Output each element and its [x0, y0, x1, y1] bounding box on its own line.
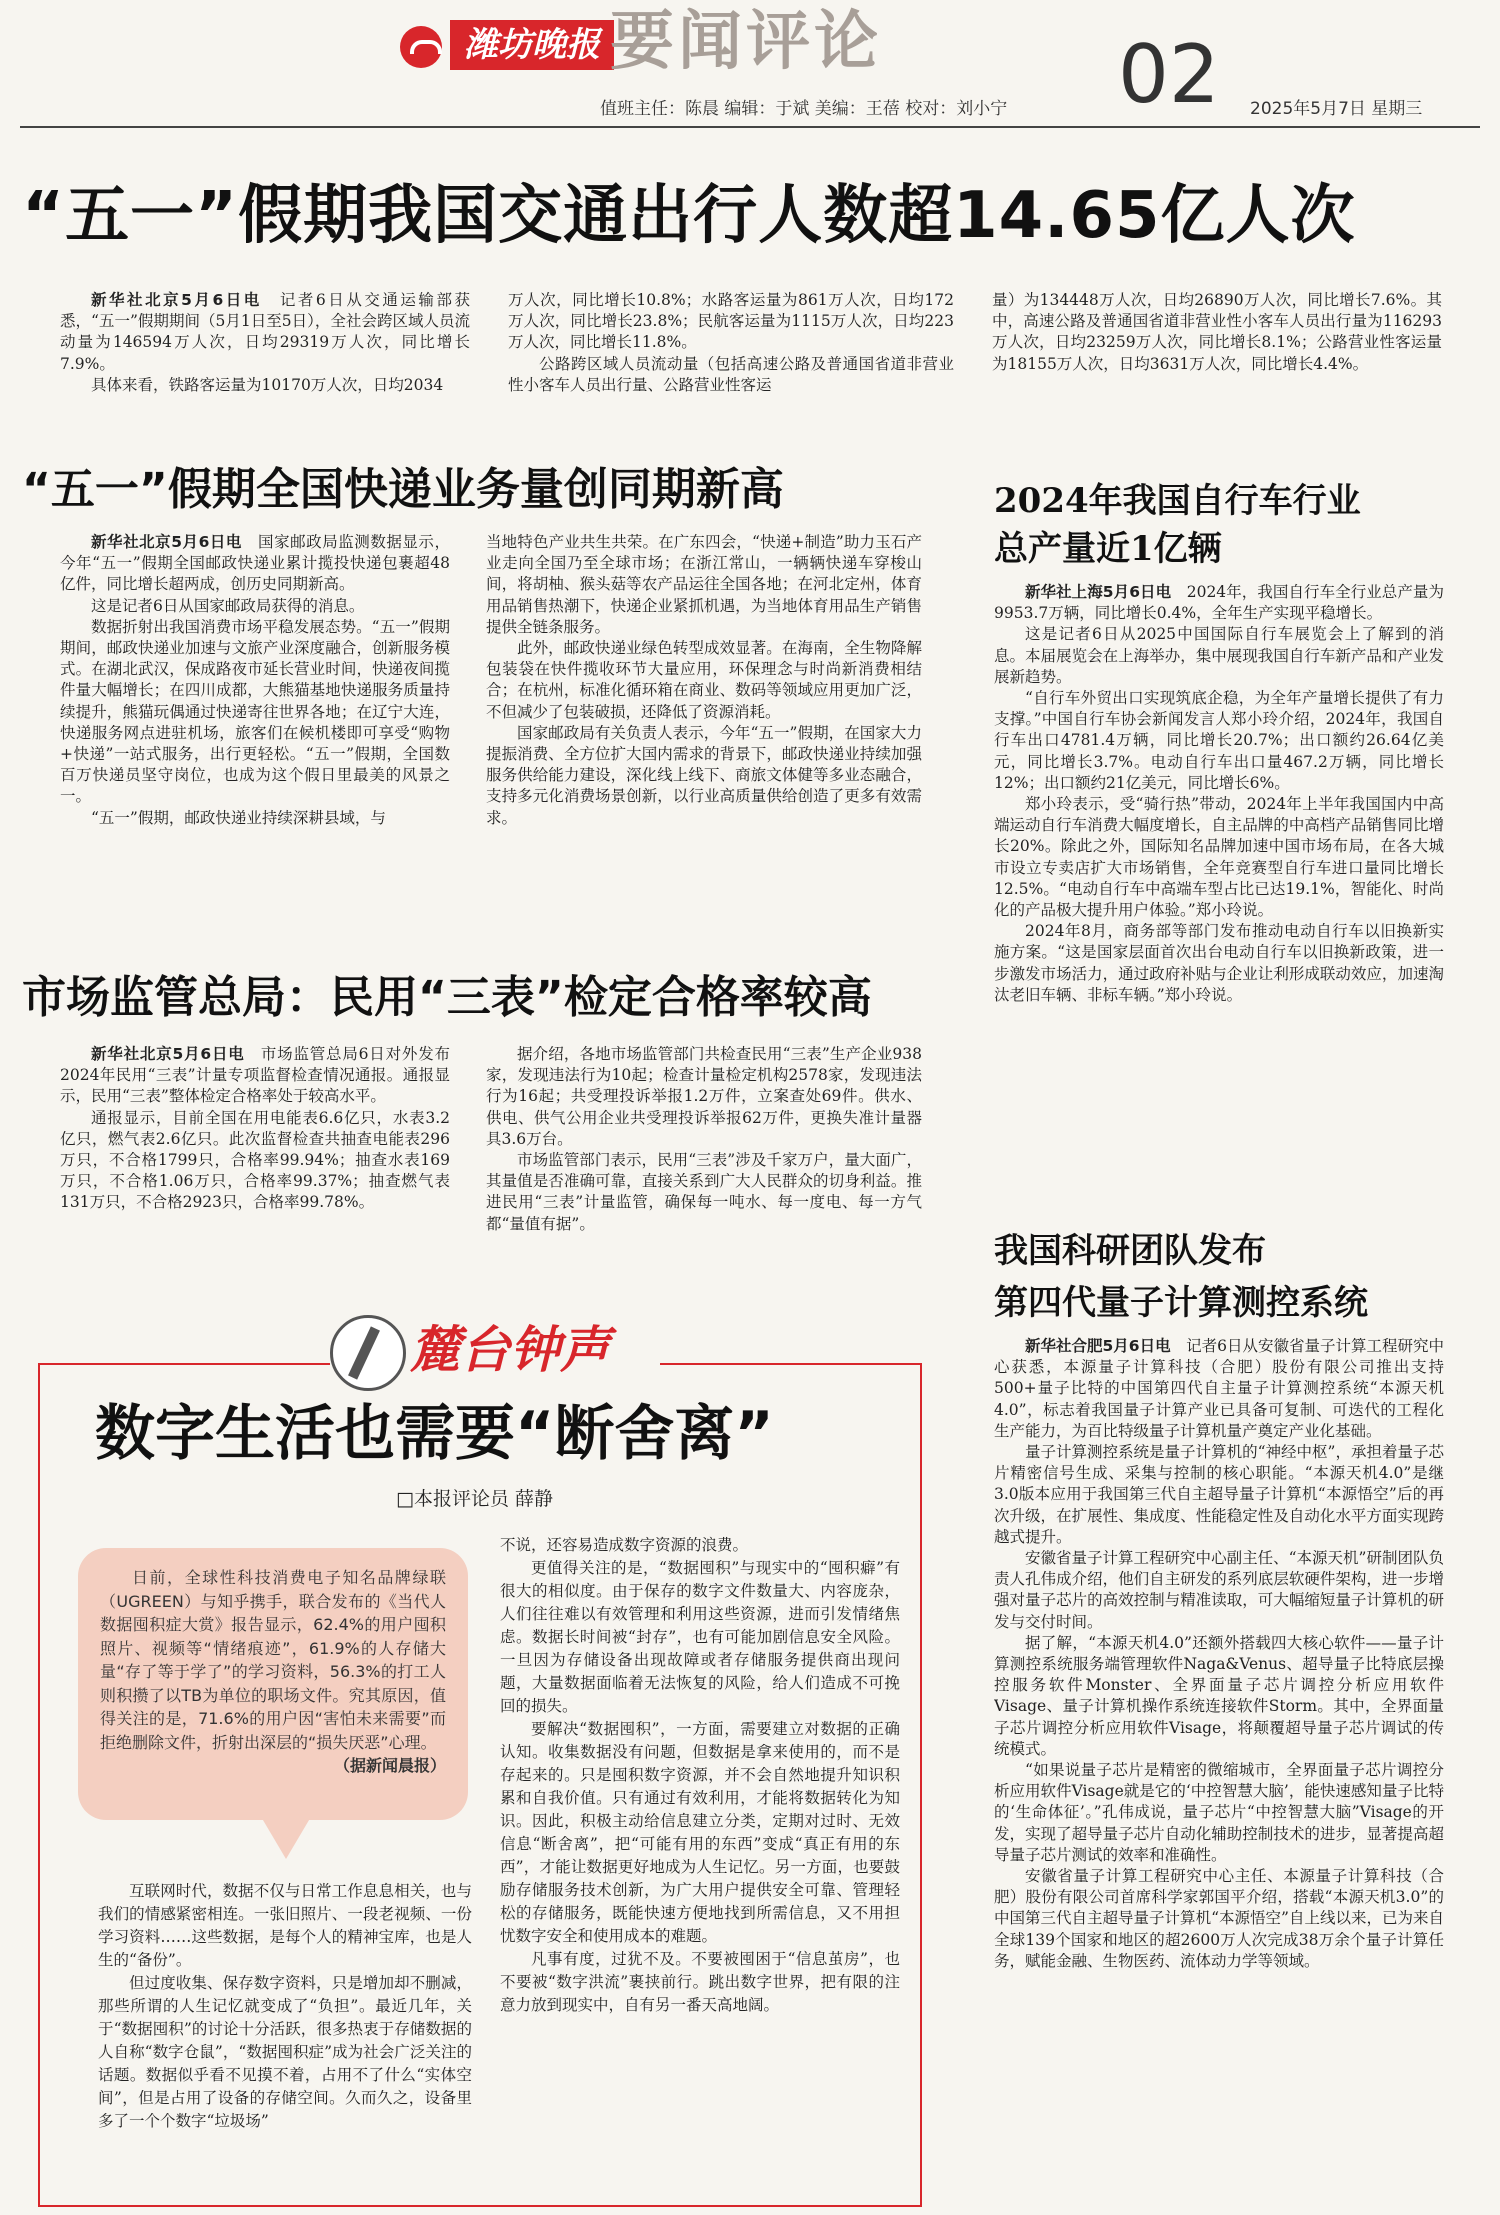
article2-headline: “五一”假期全国快递业务量创同期新高 [22, 464, 784, 515]
quote-bubble-tail [260, 1815, 312, 1859]
article3-headline: 市场监管总局：民用“三表”检定合格率较高 [22, 972, 872, 1023]
article5-headline-line1: 我国科研团队发布 [994, 1231, 1266, 1271]
quote-text: 日前，全球性科技消费电子知名品牌绿联（UGREEN）与知乎携手，联合发布的《当代人数据囤积症大赏》报告显示，62.4%的用户囤积照片、视频等“情绪痕迹”，61.9%的人存储大量“存了等于学了”的学习资料，56.3%的打工人则积攒了以TB为单位的职场文件。究其原因，值得关注的是，71.6%的用户因“害怕未来需要”而拒绝删除文件，折射出深层的“损失厌恶”心理。 [100, 1568, 446, 1752]
article4-body: 新华社上海5月6日电 2024年，我国自行车全行业总产量为9953.7万辆，同比增长0.4%，全年生产实现平稳增长。 这是记者6日从2025中国国际自行车展览会上了解到的消息。本届展览会在上海举办，集中展现我国自行车新产品和产业发展新趋势。 “自行车外贸出口实现筑底企稳，为全年产量增长提供了有力支撑。”中国自行车协会新闻发言人郑小玲介绍，2024年，我国自行车出口4781.4万辆，同比增长20.7%；出口额约26.64亿美元，同比增长3.7%。电动自行车出口量467.2万辆，同比增长12%；出口额约21亿美元，同比增长6%。 郑小玲表示，受“骑行热”带动，2024年上半年我国国内中高端运动自行车消费大幅度增长，自主品牌的中高档产品销售同比增长20%。除此之外，国际知名品牌加速中国市场布局，在各大城市设立专卖店扩大市场销售，全年竞赛型自行车进口量同比增长12.5%。“电动自行车中高端车型占比已达19.1%，智能化、时尚化的产品极大提升用户体验。”郑小玲说。 2024年8月，商务部等部门发布推动电动自行车以旧换新实施方案。“这是国家层面首次出台电动自行车以旧换新政策，进一步激发市场活力，通过政府补贴与企业让利形成联动效应，加速淘汰老旧车辆、非标车辆。”郑小玲说。 [994, 583, 1444, 1004]
commentary-right-col: 不说，还容易造成数字资源的浪费。 更值得关注的是，“数据囤积”与现实中的“囤积癖”有很大的相似度。由于保存的数字文件数量大、内容庞杂，人们往往难以有效管理和利用这些资源，进而引发情绪焦虑。数据长时间被“封存”，也有可能加剧信息安全风险。一旦因为存储设备出现故障或者存储服务提供商出现问题，大量数据面临着无法恢复的风险，给人们造成不可挽回的损失。 要解决“数据囤积”，一方面，需要建立对数据的正确认知。收集数据没有问题，但数据是拿来使用的，而不是存起来的。只是囤积数字资源，并不会自然地提升知识积累和自我价值。只有通过有效利用，才能将数据转化为知识。因此，积极主动给信息建立分类，定期对过时、无效信息“断舍离”，把“可能有用的东西”变成“真正有用的东西”，才能让数据更好地成为人生记忆。另一方面，也要鼓励存储服务技术创新，为广大用户提供安全可靠、管理轻松的存储服务，既能快速方便地找到所需信息，又不用担忧数字安全和使用成本的难题。 凡事有度，过犹不及。不要被囤困于“信息茧房”，也不要被“数字洪流”裹挟前行。跳出数字世界，把有限的注意力放到现实中，自有另一番天高地阔。 [500, 1536, 900, 2014]
quote-bubble [78, 1548, 468, 1820]
article5-body: 新华社合肥5月6日电 记者6日从安徽省量子计算工程研究中心获悉，本源量子计算科技（合肥）股份有限公司推出支持500+量子比特的中国第四代自主量子计算测控系统“本源天机4.0”，标志着我国量子计算产业已具备可复制、可迭代的工程化生产能力，为百比特级量子计算机量产奠定产业化基础。 量子计算测控系统是量子计算机的“神经中枢”，承担着量子芯片精密信号生成、采集与控制的核心职能。“本源天机4.0”是继3.0版本应用于我国第三代自主超导量子计算机“本源悟空”后的再次升级，在扩展性、集成度、性能稳定性及自动化水平方面实现跨越式提升。 安徽省量子计算工程研究中心副主任、“本源天机”研制团队负责人孔伟成介绍，他们自主研发的系列底层软硬件架构，进一步增强对量子芯片的高效控制与精准读取，可大幅缩短量子计算机的研发与交付时间。 据了解，“本源天机4.0”还额外搭载四大核心软件——量子计算测控系统服务端管理软件Naga&Venus、超导量子比特底层操控服务软件Monster、全界面量子芯片调控分析应用软件Visage、量子计算机操作系统连接软件Storm。其中，全界面量子芯片调控分析应用软件Visage，将颠覆超导量子芯片调试的传统模式。 “如果说量子芯片是精密的微缩城市，全界面量子芯片调控分析应用软件Visage就是它的‘中控智慧大脑’，能快速感知量子比特的‘生命体征’。”孔伟成说，量子芯片“中控智慧大脑”Visage的开发，实现了超导量子芯片自动化辅助控制技术的进步，显著提高超导量子芯片测试的效率和准确性。 安徽省量子计算工程研究中心主任、本源量子计算科技（合肥）股份有限公司首席科学家郭国平介绍，搭载“本源天机3.0”的中国第三代自主超导量子计算机“本源悟空”自上线以来，已为来自全球139个国家和地区的超2600万人次完成38万余个量子计算任务，赋能金融、生物医药、流体动力学等领域。 [994, 1337, 1444, 1970]
article1-col2: 万人次，同比增长10.8%；水路客运量为861万人次，日均172万人次，同比增长23.8%；民航客运量为1115万人次，日均223万人次，同比增长11.8%。 公路跨区域人员流动量（包括高速公路及普通国省道非营业性小客车人员出行量、公路营业性客运 [508, 291, 954, 394]
commentary-headline: 数字生活也需要“断舍离” [95, 1399, 774, 1469]
article4-headline-line1: 2024年我国自行车行业 [994, 481, 1361, 521]
column-name: 麓台钟声 [410, 1321, 610, 1379]
article1-col3: 量）为134448万人次，日均26890万人次，同比增长7.6%。其中，高速公路及普通国省道非营业性小客车人员出行量为116293万人次，日均23259万人次，同比增长8.1%；公路营业性客运量为18155万人次，日均3631万人次，同比增长4.4%。 [992, 291, 1442, 373]
section-title: 要闻评论 [610, 4, 882, 79]
newspaper-name: 潍坊晚报 [450, 20, 614, 70]
article3-col1: 新华社北京5月6日电 市场监管总局6日对外发布2024年民用“三表”计量专项监督检查情况通报。通报显示，民用“三表”整体检定合格率处于较高水平。 通报显示，目前全国在用电能表6.6亿只，水表3.2亿只，燃气表2.6亿只。此次监督检查共抽查电能表296万只，不合格1799只，合格率99.94%；抽查水表169万只，不合格1.06万只，合格率99.37%；抽查燃气表131万只，不合格2923只，合格率99.78%。 [60, 1045, 450, 1212]
column-logo-icon [330, 1315, 406, 1391]
article4-headline-line2: 总产量近1亿辆 [994, 529, 1222, 569]
article1-col1: 新华社北京5月6日电 记者6日从交通运输部获悉，“五一”假期期间（5月1日至5日），全社会跨区域人员流动量为146594万人次，日均29319万人次，同比增长7.9%。 具体来看，铁路客运量为10170万人次，日均2034 [60, 291, 470, 394]
masthead-divider [20, 126, 1480, 128]
issue-date: 2025年5月7日 星期三 [1250, 99, 1423, 119]
article1-headline: “五一”假期我国交通出行人数超14.65亿人次 [22, 179, 1356, 253]
article3-col2: 据介绍，各地市场监管部门共检查民用“三表”生产企业938家，发现违法行为10起；检查计量检定机构2578家，发现违法行为16起；共受理投诉举报1.2万件，立案查处69件。供水、供电、供气公用企业共受理投诉举报62万件，更换失准计量器具3.6万台。 市场监管部门表示，民用“三表”涉及千家万户，量大面广，其量值是否准确可靠，直接关系到广大人民群众的切身利益。推进民用“三表”计量监管，确保每一吨水、每一度电、每一方气都“量值有据”。 [486, 1045, 922, 1233]
staff-credits: 值班主任：陈晨 编辑：于斌 美编：王蓓 校对：刘小宁 [600, 99, 1008, 119]
article2-col2: 当地特色产业共生共荣。在广东四会，“快递+制造”助力玉石产业走向全国乃至全球市场；在浙江常山，一辆辆快递车穿梭山间，将胡柚、猴头菇等农产品运往全国各地；在河北定州，体育用品销售热潮下，快递企业紧抓机遇，为当地体育用品生产销售提供全链条服务。 此外，邮政快递业绿色转型成效显著。在海南，全生物降解包装袋在快件揽收环节大量应用，环保理念与时尚新消费相结合；在杭州，标准化循环箱在商业、数码等领域应用更加广泛，不但减少了包装破损，还降低了资源消耗。 国家邮政局有关负责人表示，今年“五一”假期，在国家大力提振消费、全方位扩大国内需求的背景下，邮政快递业持续加强服务供给能力建设，深化线上线下、商旅文体健等多业态融合，支持多元化消费场景创新，以行业高质量供给创造了更多有效需求。 [486, 533, 922, 827]
article5-headline-line2: 第四代量子计算测控系统 [994, 1283, 1368, 1323]
column-banner [330, 1315, 660, 1389]
page-number: 02 [1118, 28, 1220, 121]
newspaper-logo-icon [400, 26, 442, 68]
commentary-left-col: 互联网时代，数据不仅与日常工作息息相关，也与我们的情感紧密相连。一张旧照片、一段老视频、一份学习资料……这些数据，是每个人的精神宝库，也是人生的“备份”。 但过度收集、保存数字资料，只是增加却不删减，那些所谓的人生记忆就变成了“负担”。最近几年，关于“数据囤积”的讨论十分活跃，很多热衷于存储数据的人自称“数字仓鼠”，“数据囤积症”成为社会广泛关注的话题。数据似乎看不见摸不着，占用不了什么“实体空间”，但是占用了设备的存储空间。久而久之，设备里多了一个个数字“垃圾场” [98, 1882, 472, 2130]
quote-source: （据新闻晨报） [333, 1756, 446, 1775]
article2-col1: 新华社北京5月6日电 国家邮政局监测数据显示，今年“五一”假期全国邮政快递业累计揽投快递包裹超48亿件，同比增长超两成，创历史同期新高。 这是记者6日从国家邮政局获得的消息。 数据折射出我国消费市场平稳发展态势。“五一”假期期间，邮政快递业加速与文旅产业深度融合，创新服务模式。在湖北武汉，保成路夜市延长营业时间，快递夜间揽件量大幅增长；在四川成都，大熊猫基地快递服务质量持续提升，熊猫玩偶通过快递寄往世界各地；在辽宁大连，快递服务网点进驻机场，旅客们在候机楼即可享受“购物+快递”一站式服务，出行更轻松。“五一”假期，全国数百万快递员坚守岗位，也成为这个假日里最美的风景之一。 “五一”假期，邮政快递业持续深耕县域，与 [60, 533, 450, 827]
commentary-byline: □本报评论员 薛静 [396, 1488, 553, 1510]
